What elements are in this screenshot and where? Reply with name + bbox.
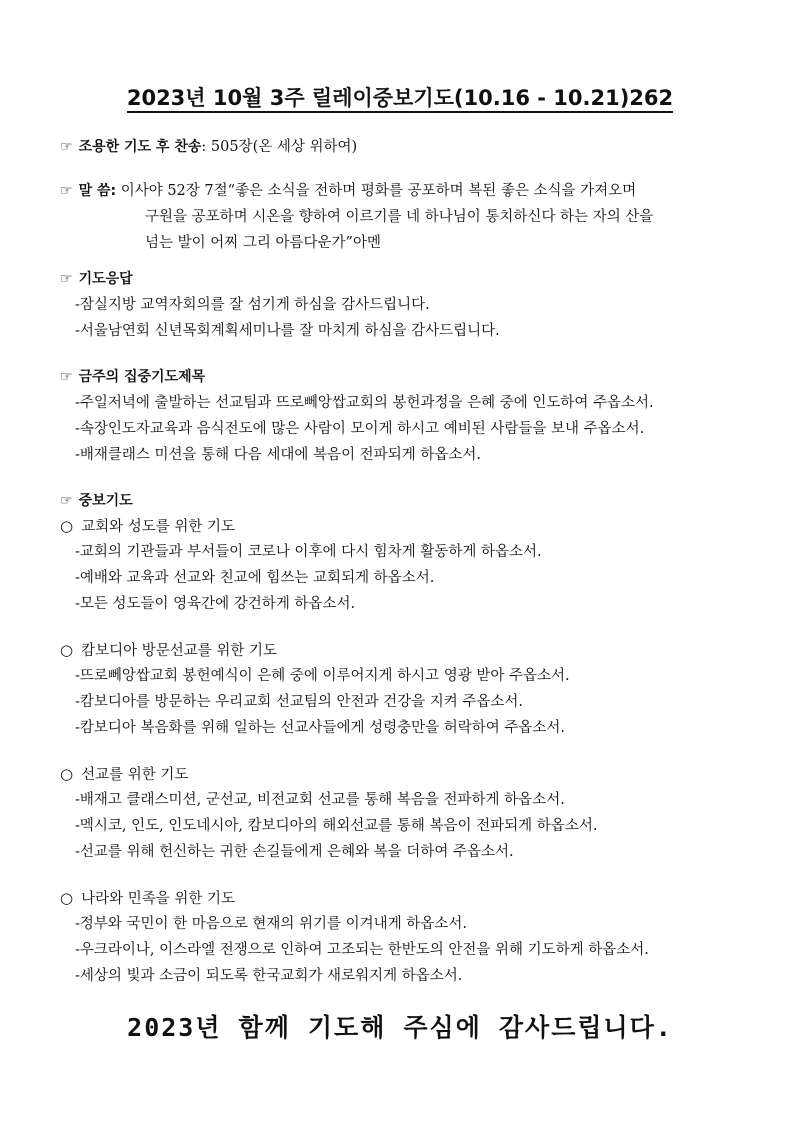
list-item: -선교를 위해 헌신하는 귀한 손길들에게 은혜와 복을 더하여 주옵소서. [75, 844, 514, 860]
list-item: -속장인도자교육과 음식전도에 많은 사람이 모이게 하시고 예비된 사람들을 보내 주옵소서. [75, 421, 645, 437]
list-item: -배재클래스 미션을 통해 다음 세대에 복음이 전파되게 하옵소서. [75, 447, 481, 463]
closing-message: 2023년 함께 기도해 주심에 감사드립니다. [127, 1013, 673, 1042]
circle-bullet-icon: ○ [60, 641, 74, 659]
list-item: -서울남연회 신년목회계획세미나를 잘 마치게 하심을 감사드립니다. [75, 323, 500, 339]
pointing-hand-icon: ☞ [60, 493, 73, 509]
section-heading-cambodia: ○ 캄보디아 방문선교를 위한 기도 [60, 641, 278, 659]
list-item: -캄보디아를 방문하는 우리교회 선교팀의 안전과 건강을 지켜 주옵소서. [75, 694, 523, 710]
list-item: -잠실지방 교역자회의를 잘 섬기게 하심을 감사드립니다. [75, 297, 430, 313]
hymn-line [60, 136, 357, 158]
list-item: -배재고 클래스미션, 군선교, 비전교회 선교를 통해 복음을 전파하게 하옵소서. [75, 792, 565, 808]
verse-line-3: 넘는 발이 어찌 그리 아름다운가”아멘 [145, 235, 381, 251]
list-item: -캄보디아 복음화를 위해 일하는 선교사들에게 성령충만을 허락하여 주옵소서. [75, 720, 565, 736]
section-heading-mission: ○ 선교를 위한 기도 [60, 765, 189, 783]
pointing-hand-icon: ☞ [60, 369, 73, 385]
verse-label: 말 씀: [78, 183, 117, 199]
answers-label: 기도응답 [78, 271, 133, 287]
list-item: -우크라이나, 이스라엘 전쟁으로 인하여 고조되는 한반도의 안전을 위해 기도하게 하옵소서. [75, 942, 649, 958]
verse-text-1: 이사야 52장 7절“좋은 소식을 전하며 평화를 공포하며 복된 좋은 소식을 가져오며 [116, 183, 637, 199]
list-item: -정부와 국민이 한 마음으로 현재의 위기를 이겨내게 하옵소서. [75, 916, 467, 932]
list-item: -뜨로뻬앙쌉교회 봉헌예식이 은혜 중에 이루어지게 하시고 영광 받아 주옵소서. [75, 668, 570, 684]
list-item: -주일저녁에 출발하는 선교팀과 뜨로뻬앙쌉교회의 봉헌과정을 은혜 중에 인도하여 주옵소서. [75, 395, 654, 411]
list-item: -세상의 빛과 소금이 되도록 한국교회가 새로워지게 하옵소서. [75, 968, 463, 984]
section-heading-nation: ○ 나라와 민족을 위한 기도 [60, 889, 235, 907]
list-item: -멕시코, 인도, 인도네시아, 캄보디아의 해외선교를 통해 복음이 전파되게 하옵소서. [75, 818, 598, 834]
section-heading-church: ○ 교회와 성도를 위한 기도 [60, 517, 235, 535]
intercession-label: 중보기도 [78, 493, 133, 509]
circle-bullet-icon: ○ [60, 889, 74, 907]
list-item: -모든 성도들이 영육간에 강건하게 하옵소서. [75, 596, 356, 612]
intercession-heading [60, 490, 133, 512]
page-title: 2023년 10월 3주 릴레이중보기도(10.16 - 10.21)262 [0, 82, 800, 112]
circle-bullet-icon: ○ [60, 765, 74, 783]
verse-line-1 [60, 180, 636, 202]
verse-line-2: 구원을 공포하며 시온을 향하여 이르기를 네 하나님이 통치하신다 하는 자의 산을 [145, 209, 654, 225]
pointing-hand-icon: ☞ [60, 271, 73, 287]
focus-heading [60, 366, 205, 388]
hymn-label: 조용한 기도 후 찬송 [78, 139, 202, 155]
pointing-hand-icon: ☞ [60, 183, 73, 199]
focus-label: 금주의 집중기도제목 [78, 369, 206, 385]
circle-bullet-icon: ○ [60, 517, 74, 535]
hymn-text: : 505장(온 세상 위하여) [201, 139, 358, 155]
pointing-hand-icon: ☞ [60, 139, 73, 155]
answers-heading [60, 268, 133, 290]
list-item: -교회의 기관들과 부서들이 코로나 이후에 다시 힘차게 활동하게 하옵소서. [75, 544, 542, 560]
list-item: -예배와 교육과 선교와 친교에 힘쓰는 교회되게 하옵소서. [75, 570, 435, 586]
